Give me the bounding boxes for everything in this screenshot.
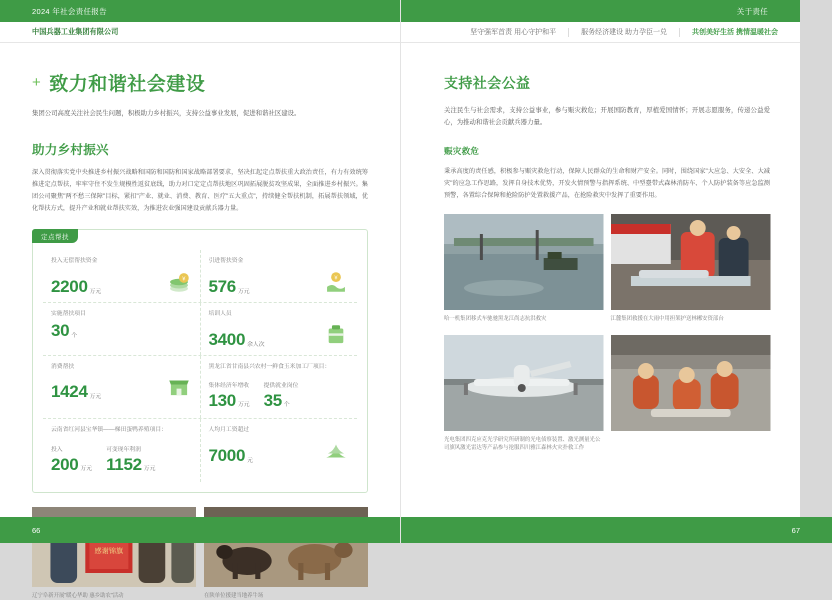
- stat-value: 576: [208, 276, 236, 296]
- svg-text:感谢锦旗: 感谢锦旗: [94, 547, 124, 555]
- stat-label: 引进帮扶资金: [208, 258, 244, 265]
- stat-row: [43, 303, 357, 356]
- footer-right: [400, 517, 832, 543]
- stat-label: 培训人员: [208, 310, 232, 317]
- stat-unit: 余人次: [247, 341, 265, 348]
- header-bar-left: [0, 0, 400, 22]
- substat-unit: 个: [283, 402, 290, 409]
- stat-unit: 个: [71, 332, 78, 339]
- substat-label: 可变现年利润: [106, 446, 141, 453]
- stat-cell-wage: [201, 419, 358, 482]
- photo-drone-uav: [444, 335, 604, 431]
- svg-text:¥: ¥: [334, 275, 338, 282]
- stat-cell-corn-plant: [201, 356, 358, 419]
- stat-value: 3400: [208, 329, 246, 349]
- nav-item-0[interactable]: 坚守强军首责 用心守护和平: [470, 29, 557, 36]
- stat-cell-consumption: [43, 356, 201, 419]
- substat-value: 7000: [208, 445, 246, 465]
- photo-item: [611, 214, 771, 323]
- page-title: [32, 69, 368, 96]
- page-gutter: [400, 0, 401, 543]
- stat-label: 消费帮扶: [51, 363, 75, 370]
- nav-item-2[interactable]: 共创美好生活 携情温暖社会: [692, 29, 778, 36]
- substat-value: 1152: [106, 454, 142, 474]
- stat-label: 黑龙江省甘南县兴农村一鲜食玉米加工厂项目：: [208, 363, 331, 370]
- toolbox-icon: [323, 322, 349, 348]
- section-title: 关于责任: [736, 6, 768, 16]
- company-name: 中国兵器工业集团有限公司: [32, 27, 119, 36]
- stat-row: [43, 250, 357, 303]
- photo-item: [611, 335, 771, 452]
- substat-unit: 万元: [80, 465, 93, 472]
- substat-value: 130: [208, 391, 236, 411]
- stat-card: [32, 229, 368, 493]
- substat-value: 200: [51, 454, 79, 474]
- stat-cell-trained: [201, 303, 358, 355]
- section-heading: 助力乡村振兴: [32, 142, 109, 157]
- photo-item: [444, 214, 604, 323]
- stat-label: 实施帮扶项目: [51, 310, 86, 317]
- page-number: 67: [791, 525, 800, 535]
- photo-caption: 辽宁阜新开展"暖心华助 惠乡助农"活动: [32, 592, 124, 599]
- page-lead: 集团公司高度关注社会民生问题，积极助力乡村振兴，支持公益事业发展，促进和谐社区建设。: [32, 110, 301, 117]
- substat-label: 提供就业岗位: [263, 383, 299, 390]
- right-photo-row-top: [444, 214, 770, 323]
- stat-label: 云南省红河县宝华镇——梯田蛋鸭养殖项目：: [51, 427, 167, 434]
- nav-item-1[interactable]: 服务经济建设 助力孕臣一兑: [581, 29, 668, 36]
- svg-text:¥: ¥: [181, 276, 185, 283]
- photo-flood-rescue: [444, 214, 604, 310]
- substat-label: 集体经济年增收: [208, 383, 250, 390]
- photo-caption: 江麓集团救援在大雨中用担架护送林郴安资部台: [610, 315, 724, 322]
- right-page-title: 支持社会公益: [444, 75, 531, 91]
- stat-unit: 万元: [89, 288, 102, 295]
- stat-cell-introduced-funds: [201, 250, 358, 302]
- photo-caption: 光电集团四克应克光学研究所研制的光电侦察装置、激光测量光公司旗风激光雷达等产品参与抢服四川雅江森林火灾扑救工作: [444, 437, 601, 452]
- right-section-heading: 赈灾救危: [444, 145, 480, 156]
- page-left: [0, 0, 400, 599]
- shop-icon: [166, 374, 192, 400]
- photo-item: [444, 335, 604, 452]
- header-bar-right: [400, 0, 800, 22]
- stat-value: 30: [51, 320, 70, 340]
- substat-unit: 万元: [237, 402, 250, 409]
- rice-icon: [323, 438, 349, 464]
- page-right: [400, 0, 800, 543]
- stat-value: 2200: [51, 276, 88, 296]
- photo-stretcher-rescue: [611, 214, 771, 310]
- section-paragraph: 深入贯彻落实党中央推进乡村振兴战略和国防和国防和国家战略部署要求，坚决扛起定点帮扶重大政治责任，有力有效统筹推进定点帮扶，牢牢守住不发生规模性返贫底线，助力对口定定点帮扶地区巩固拓展脱贫攻坚成果，全面推进乡村振兴。集团公司聚焦"两不愁三保障"目标，紧扣"产业、就业、消费、教育、医疗"五大重点"，持续健全帮扶机制，拓展帮扶领域，优化帮扶方式，提升产业和就业帮扶实效，为推进农业强国建设贡献兵器力量。: [32, 168, 368, 213]
- stat-row: [43, 356, 357, 420]
- cash-stack-icon: [166, 269, 192, 295]
- right-page-lead: 关注民生与社会需求，支持公益事业，参与赈灾救危；开展国防教育，厚植爱国情怀；开展志愿服务，传递公益爱心，为推动和谐社会贡献兵器力量。: [444, 107, 770, 126]
- substat-value: 35: [263, 391, 282, 411]
- subheader-right: [400, 22, 800, 43]
- stat-value: 1424: [51, 382, 88, 402]
- stat-cell-duck-farm: [43, 419, 201, 482]
- photo-firefighters-roof: [611, 335, 771, 431]
- stat-grid: [33, 230, 367, 492]
- plus-icon: +: [32, 74, 42, 91]
- hand-coin-icon: [323, 269, 349, 295]
- substat-label: 投入: [51, 446, 63, 453]
- stat-row: [43, 419, 357, 482]
- report-title: 2024 年社会责任报告: [32, 6, 107, 16]
- substat-unit: 元: [247, 457, 253, 464]
- substat-unit: 万元: [143, 465, 156, 472]
- photo-caption: 在陕单位援建当地养牛场: [204, 592, 264, 599]
- subheader-left: [0, 22, 400, 43]
- page-number: 66: [32, 525, 41, 535]
- right-photo-row-bottom: [444, 335, 770, 452]
- stat-cell-projects: [43, 303, 201, 355]
- photo-caption: 哈一机集团移式车驰驰黑龙江尚志抗洪救灾: [444, 315, 547, 322]
- right-content: [400, 73, 800, 452]
- footer-left: [0, 517, 432, 543]
- substat-label: 人均月工资超过: [208, 427, 250, 434]
- stat-unit: 万元: [237, 288, 250, 295]
- stat-label: 投入无偿帮扶资金: [51, 258, 98, 265]
- stat-unit: 万元: [89, 394, 102, 401]
- right-section-paragraph: 秉承高度的责任感，积极参与赈灾救危行动，保障人民群众的生命和财产安全。同时，围绕国家"大应急、大安全、大减灾"的应急工作思路，发挥自身技术优势，开发火情预警与指挥系统、中型臺带式森林消防车、个人防护装备等应急监测预警，各置综合保障和抢险防护处置救援产品，在抢险救灾中发挥了重要作用。: [444, 167, 770, 199]
- stat-cell-aid-funds: [43, 250, 201, 302]
- page-title-text: 致力和谐社会建设: [49, 74, 206, 95]
- stat-card-tab: 定点帮扶: [32, 229, 78, 243]
